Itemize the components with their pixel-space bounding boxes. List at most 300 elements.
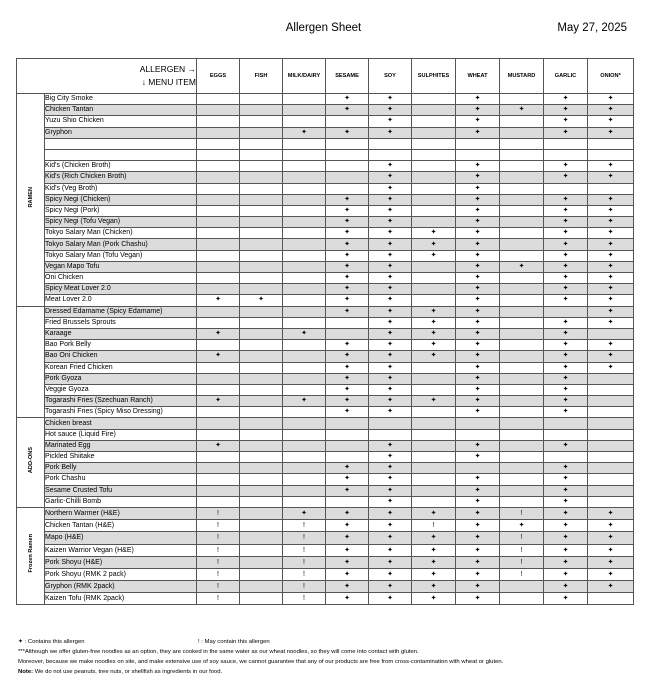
footnotes <box>18 637 638 677</box>
empty-cell <box>283 474 326 485</box>
contains-mark: ✦ <box>412 351 456 362</box>
contains-mark: ✦ <box>588 556 634 568</box>
contains-mark: ✦ <box>369 239 412 250</box>
menu-item-name: Pork Shoyu (H&E) <box>45 556 197 568</box>
menu-item-name: Pork Shoyu (RMK 2 pack) <box>45 568 197 580</box>
contains-mark: ✦ <box>544 407 588 418</box>
empty-cell <box>588 496 634 507</box>
empty-cell <box>283 284 326 295</box>
contains-mark: ✦ <box>588 116 634 127</box>
may-contain-mark: ! <box>197 532 240 544</box>
table-row <box>17 407 634 418</box>
contains-mark: ✦ <box>412 396 456 407</box>
menu-item-name: Meat Lover 2.0 <box>45 295 197 306</box>
table-row <box>17 217 634 228</box>
contains-mark: ✦ <box>326 295 369 306</box>
contains-mark: ✦ <box>544 194 588 205</box>
empty-cell <box>240 94 283 105</box>
empty-cell <box>240 593 283 605</box>
contains-mark: ✦ <box>369 407 412 418</box>
empty-cell <box>412 94 456 105</box>
empty-cell <box>197 172 240 183</box>
contains-mark: ✦ <box>544 161 588 172</box>
empty-cell <box>197 407 240 418</box>
contains-mark: ✦ <box>544 250 588 261</box>
empty-cell <box>283 418 326 429</box>
empty-cell <box>240 138 283 149</box>
menu-item-name: Sesame Crusted Tofu <box>45 485 197 496</box>
contains-mark: ✦ <box>544 228 588 239</box>
empty-cell <box>588 396 634 407</box>
empty-cell <box>588 440 634 451</box>
table-row <box>17 384 634 395</box>
empty-cell <box>283 340 326 351</box>
contains-mark: ✦ <box>456 452 500 463</box>
empty-cell <box>369 418 412 429</box>
table-row <box>17 261 634 272</box>
contains-mark: ✦ <box>588 284 634 295</box>
contains-mark: ✦ <box>544 351 588 362</box>
contains-mark: ✦ <box>544 205 588 216</box>
empty-cell <box>500 172 544 183</box>
table-row <box>17 474 634 485</box>
contains-mark: ✦ <box>544 217 588 228</box>
empty-cell <box>197 306 240 317</box>
empty-cell <box>588 138 634 149</box>
contains-mark: ✦ <box>588 205 634 216</box>
sheet-date: May 27, 2025 <box>557 22 627 34</box>
contains-mark: ✦ <box>369 273 412 284</box>
contains-mark: ✦ <box>326 205 369 216</box>
contains-mark: ✦ <box>369 396 412 407</box>
contains-mark: ✦ <box>456 440 500 451</box>
empty-cell <box>588 407 634 418</box>
empty-cell <box>500 496 544 507</box>
empty-cell <box>500 463 544 474</box>
contains-mark: ✦ <box>544 581 588 593</box>
empty-cell <box>240 496 283 507</box>
empty-cell <box>283 463 326 474</box>
contains-mark: ✦ <box>456 407 500 418</box>
table-row <box>17 250 634 261</box>
contains-mark: ✦ <box>326 384 369 395</box>
empty-cell <box>412 485 456 496</box>
contains-mark: ✦ <box>544 127 588 138</box>
menu-item-name: Chicken breast <box>45 418 197 429</box>
contains-mark: ✦ <box>544 440 588 451</box>
contains-mark: ✦ <box>544 507 588 519</box>
empty-cell <box>500 116 544 127</box>
empty-cell <box>544 452 588 463</box>
contains-mark: ✦ <box>588 581 634 593</box>
contains-mark: ✦ <box>326 463 369 474</box>
empty-cell <box>283 183 326 194</box>
header-row <box>17 59 634 94</box>
empty-cell <box>588 429 634 440</box>
empty-cell <box>197 94 240 105</box>
menu-item-name: Kaizen Warrior Vegan (H&E) <box>45 544 197 556</box>
table-row <box>17 149 634 160</box>
table-row <box>17 581 634 593</box>
table-row <box>17 273 634 284</box>
table-row <box>17 507 634 519</box>
empty-cell <box>412 384 456 395</box>
menu-item-name: Kid's (Veg Broth) <box>45 183 197 194</box>
table-row <box>17 496 634 507</box>
table-row <box>17 440 634 451</box>
empty-cell <box>283 407 326 418</box>
empty-cell <box>197 384 240 395</box>
column-header: MILK/DAIRY <box>283 59 326 94</box>
empty-cell <box>240 217 283 228</box>
empty-cell <box>500 396 544 407</box>
table-row <box>17 194 634 205</box>
contains-mark: ✦ <box>369 172 412 183</box>
empty-cell <box>326 440 369 451</box>
empty-cell <box>240 373 283 384</box>
empty-cell <box>412 474 456 485</box>
empty-cell <box>412 217 456 228</box>
may-contain-mark: ! <box>197 556 240 568</box>
menu-item-name: Pork Gyoza <box>45 373 197 384</box>
table-row <box>17 161 634 172</box>
contains-mark: ✦ <box>369 496 412 507</box>
empty-cell <box>412 407 456 418</box>
empty-cell <box>326 116 369 127</box>
empty-cell <box>283 138 326 149</box>
contains-mark: ✦ <box>456 306 500 317</box>
contains-mark: ✦ <box>412 317 456 328</box>
contains-mark: ✦ <box>588 105 634 116</box>
allergen-table <box>16 58 634 605</box>
empty-cell <box>500 273 544 284</box>
contains-mark: ✦ <box>456 295 500 306</box>
contains-mark: ✦ <box>197 351 240 362</box>
empty-cell <box>500 485 544 496</box>
menu-item-name: Spicy Negi (Pork) <box>45 205 197 216</box>
may-contain-mark: ! <box>197 544 240 556</box>
contains-mark: ✦ <box>544 362 588 373</box>
empty-cell <box>412 183 456 194</box>
contains-mark: ✦ <box>369 373 412 384</box>
contains-mark: ✦ <box>326 127 369 138</box>
empty-cell <box>326 183 369 194</box>
may-contain-mark: ! <box>500 507 544 519</box>
menu-item-name: Bao Oni Chicken <box>45 351 197 362</box>
contains-mark: ✦ <box>412 228 456 239</box>
note-text: We do not use peanuts, tree nuts, or shellfish as ingredients in our food. <box>33 669 223 675</box>
legend-contains: ✦ : Contains this allergen <box>18 639 85 645</box>
contains-mark: ✦ <box>588 568 634 580</box>
empty-cell <box>588 373 634 384</box>
contains-mark: ✦ <box>326 217 369 228</box>
empty-cell <box>240 474 283 485</box>
empty-cell <box>500 183 544 194</box>
contains-mark: ✦ <box>412 532 456 544</box>
menu-item-name: Hot sauce (Liquid Fire) <box>45 429 197 440</box>
contains-mark: ✦ <box>544 532 588 544</box>
contains-mark: ✦ <box>456 544 500 556</box>
contains-mark: ✦ <box>588 351 634 362</box>
table-row <box>17 228 634 239</box>
contains-mark: ✦ <box>197 328 240 339</box>
empty-cell <box>197 161 240 172</box>
empty-cell <box>197 183 240 194</box>
empty-cell <box>240 463 283 474</box>
empty-cell <box>412 105 456 116</box>
table-row <box>17 396 634 407</box>
empty-cell <box>500 440 544 451</box>
empty-cell <box>240 317 283 328</box>
contains-mark: ✦ <box>456 556 500 568</box>
empty-cell <box>544 429 588 440</box>
empty-cell <box>412 418 456 429</box>
contains-mark: ✦ <box>369 284 412 295</box>
empty-cell <box>283 250 326 261</box>
table-body <box>17 94 634 605</box>
table-row <box>17 463 634 474</box>
contains-mark: ✦ <box>456 94 500 105</box>
contains-mark: ✦ <box>544 239 588 250</box>
empty-cell <box>240 520 283 532</box>
table-row <box>17 568 634 580</box>
contains-mark: ✦ <box>326 593 369 605</box>
empty-cell <box>326 161 369 172</box>
menu-item-name: Gryphon (RMK 2pack) <box>45 581 197 593</box>
contains-mark: ✦ <box>369 250 412 261</box>
contains-mark: ✦ <box>369 205 412 216</box>
column-header: MUSTARD <box>500 59 544 94</box>
column-header: WHEAT <box>456 59 500 94</box>
contains-mark: ✦ <box>326 532 369 544</box>
empty-cell <box>456 149 500 160</box>
empty-cell <box>283 228 326 239</box>
empty-cell <box>240 351 283 362</box>
contains-mark: ✦ <box>456 105 500 116</box>
note-label: Note: <box>18 669 34 675</box>
empty-cell <box>588 149 634 160</box>
contains-mark: ✦ <box>544 295 588 306</box>
table-row <box>17 351 634 362</box>
contains-mark: ✦ <box>500 105 544 116</box>
empty-cell <box>283 440 326 451</box>
may-contain-mark: ! <box>283 544 326 556</box>
contains-mark: ✦ <box>544 556 588 568</box>
column-header: EGGS <box>197 59 240 94</box>
contains-mark: ✦ <box>456 194 500 205</box>
empty-cell <box>588 474 634 485</box>
may-contain-mark: ! <box>283 520 326 532</box>
contains-mark: ✦ <box>412 340 456 351</box>
empty-cell <box>369 429 412 440</box>
contains-mark: ✦ <box>456 261 500 272</box>
column-header: FISH <box>240 59 283 94</box>
contains-mark: ✦ <box>369 362 412 373</box>
may-contain-mark: ! <box>283 581 326 593</box>
section-label <box>17 94 45 307</box>
legend-line <box>18 637 638 647</box>
gluten-note: ***Although we offer gluten-free noodles as an option, they are cooked in the same water as our wheat noodles, so they will come into contact with gluten. <box>18 649 419 655</box>
contains-mark: ✦ <box>369 593 412 605</box>
empty-cell <box>412 463 456 474</box>
may-contain-mark: ! <box>197 507 240 519</box>
empty-cell <box>412 273 456 284</box>
contains-mark: ✦ <box>544 328 588 339</box>
contains-mark: ✦ <box>456 520 500 532</box>
menu-item-axis-label: ↓ MENU ITEM <box>141 77 196 87</box>
contains-mark: ✦ <box>456 239 500 250</box>
contains-mark: ✦ <box>369 463 412 474</box>
empty-cell <box>283 317 326 328</box>
contains-mark: ✦ <box>456 340 500 351</box>
contains-mark: ✦ <box>456 317 500 328</box>
contains-mark: ✦ <box>412 544 456 556</box>
contains-mark: ✦ <box>326 362 369 373</box>
empty-cell <box>500 373 544 384</box>
contains-mark: ✦ <box>369 384 412 395</box>
contains-mark: ✦ <box>588 362 634 373</box>
empty-cell <box>500 250 544 261</box>
table-row <box>17 418 634 429</box>
menu-item-name <box>45 138 197 149</box>
menu-item-name: Bao Pork Belly <box>45 340 197 351</box>
empty-cell <box>197 116 240 127</box>
empty-cell <box>197 205 240 216</box>
contains-mark: ✦ <box>588 94 634 105</box>
contains-mark: ✦ <box>588 507 634 519</box>
contains-mark: ✦ <box>326 94 369 105</box>
empty-cell <box>240 250 283 261</box>
empty-cell <box>197 228 240 239</box>
empty-cell <box>412 295 456 306</box>
section-label <box>17 418 45 508</box>
contains-mark: ✦ <box>456 250 500 261</box>
table-row <box>17 544 634 556</box>
empty-cell <box>588 418 634 429</box>
contains-mark: ✦ <box>369 94 412 105</box>
may-contain-mark: ! <box>197 593 240 605</box>
menu-item-name: Chicken Tantan (H&E) <box>45 520 197 532</box>
menu-item-name: Fried Brussels Sprouts <box>45 317 197 328</box>
contains-mark: ✦ <box>544 463 588 474</box>
empty-cell <box>197 194 240 205</box>
contains-mark: ✦ <box>456 127 500 138</box>
empty-cell <box>456 429 500 440</box>
empty-cell <box>326 138 369 149</box>
section-name: Frozen Ramen <box>27 534 34 573</box>
empty-cell <box>369 149 412 160</box>
contains-mark: ✦ <box>412 568 456 580</box>
contains-mark: ✦ <box>588 306 634 317</box>
contains-mark: ✦ <box>283 127 326 138</box>
contains-mark: ✦ <box>369 440 412 451</box>
table-row <box>17 94 634 105</box>
contains-mark: ✦ <box>240 295 283 306</box>
empty-cell <box>197 138 240 149</box>
menu-item-name: Karaage <box>45 328 197 339</box>
menu-item-name: Spicy Negi (Chicken) <box>45 194 197 205</box>
cross-contamination-note: Moreover, because we make noodles on site, and make extensive use of soy sauce, we cannot guarantee that any of our products are free from cross-contamination with wheat or gluten. <box>18 659 504 665</box>
contains-mark: ✦ <box>456 532 500 544</box>
empty-cell <box>283 485 326 496</box>
empty-cell <box>326 429 369 440</box>
empty-cell <box>412 161 456 172</box>
contains-mark: ✦ <box>326 407 369 418</box>
contains-mark: ✦ <box>326 340 369 351</box>
contains-mark: ✦ <box>369 194 412 205</box>
contains-mark: ✦ <box>544 396 588 407</box>
empty-cell <box>412 429 456 440</box>
empty-cell <box>456 463 500 474</box>
menu-item-name: Yuzu Shio Chicken <box>45 116 197 127</box>
section-name: RAMEN <box>27 187 34 208</box>
empty-cell <box>197 149 240 160</box>
empty-cell <box>197 429 240 440</box>
empty-cell <box>500 295 544 306</box>
contains-mark: ✦ <box>326 261 369 272</box>
empty-cell <box>500 362 544 373</box>
empty-cell <box>283 149 326 160</box>
may-contain-mark: ! <box>197 568 240 580</box>
empty-cell <box>500 452 544 463</box>
contains-mark: ✦ <box>456 205 500 216</box>
empty-cell <box>500 306 544 317</box>
empty-cell <box>240 172 283 183</box>
empty-cell <box>197 340 240 351</box>
empty-cell <box>240 507 283 519</box>
empty-cell <box>240 485 283 496</box>
empty-cell <box>197 362 240 373</box>
contains-mark: ✦ <box>544 496 588 507</box>
contains-mark: ✦ <box>456 183 500 194</box>
contains-mark: ✦ <box>412 250 456 261</box>
contains-mark: ✦ <box>326 544 369 556</box>
menu-item-name: Tokyo Salary Man (Pork Chashu) <box>45 239 197 250</box>
empty-cell <box>197 273 240 284</box>
empty-cell <box>283 105 326 116</box>
empty-cell <box>197 317 240 328</box>
contains-mark: ✦ <box>369 340 412 351</box>
contains-mark: ✦ <box>283 396 326 407</box>
contains-mark: ✦ <box>369 474 412 485</box>
allergen-axis-label: ALLERGEN → <box>139 64 196 74</box>
empty-cell <box>283 172 326 183</box>
may-contain-mark: ! <box>412 520 456 532</box>
contains-mark: ✦ <box>544 520 588 532</box>
empty-cell <box>197 105 240 116</box>
empty-cell <box>240 161 283 172</box>
contains-mark: ✦ <box>326 239 369 250</box>
contains-mark: ✦ <box>588 340 634 351</box>
empty-cell <box>412 205 456 216</box>
empty-cell <box>500 384 544 395</box>
contains-mark: ✦ <box>326 105 369 116</box>
menu-item-name: Mapo (H&E) <box>45 532 197 544</box>
contains-mark: ✦ <box>369 306 412 317</box>
menu-item-name: Veggie Gyoza <box>45 384 197 395</box>
contains-mark: ✦ <box>369 317 412 328</box>
empty-cell <box>240 568 283 580</box>
contains-mark: ✦ <box>369 328 412 339</box>
column-header: ONION* <box>588 59 634 94</box>
empty-cell <box>283 362 326 373</box>
contains-mark: ✦ <box>326 273 369 284</box>
table-row <box>17 183 634 194</box>
contains-mark: ✦ <box>369 228 412 239</box>
contains-mark: ✦ <box>412 507 456 519</box>
column-header: GARLIC <box>544 59 588 94</box>
contains-mark: ✦ <box>456 284 500 295</box>
